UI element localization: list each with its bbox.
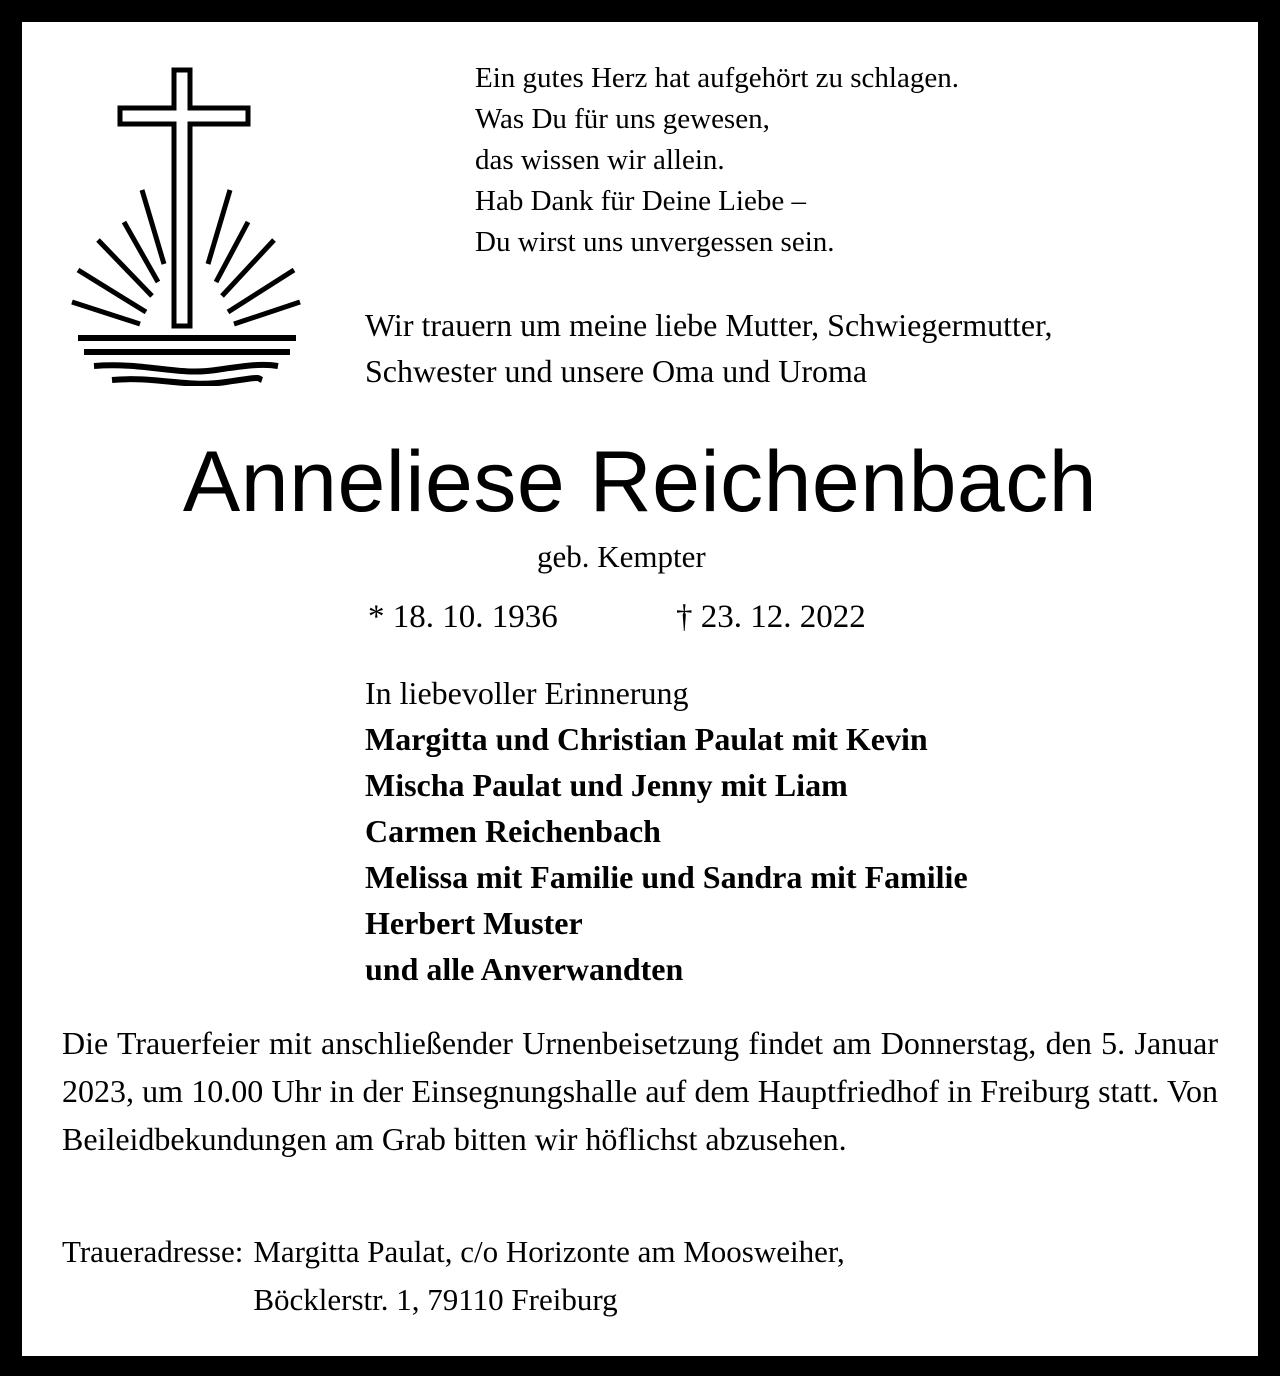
mourner-name: Carmen Reichenbach (365, 813, 661, 849)
deceased-name: Anneliese Reichenbach (182, 434, 1098, 530)
intro-line: Wir trauern um meine liebe Mutter, Schwiegermutter, (365, 307, 1053, 343)
birth-date: * 18. 10. 1936 (368, 599, 558, 635)
cross-sun-water-icon (66, 66, 306, 386)
mourner-name: Mischa Paulat und Jenny mit Liam (365, 767, 848, 803)
address-line: Margitta Paulat, c/o Horizonte am Moosweiher, (253, 1234, 845, 1269)
poem-line: Hab Dank für Deine Liebe – (475, 185, 806, 217)
mourner-name: Herbert Muster (365, 905, 583, 941)
mourning-intro (365, 302, 1052, 394)
mourner-name: und alle Anverwandten (365, 951, 684, 987)
poem-line: Du wirst uns unvergessen sein. (475, 226, 835, 258)
funeral-details: Die Trauerfeier mit anschließender Urnenbeisetzung findet am Donnerstag, den 5. Januar 2023, um 10.00 Uhr in der Einsegnungshalle auf dem Hauptfriedhof in Freiburg statt. Von Beileidbekundungen am Grab bitten wir höflichst abzusehen. (62, 1025, 1218, 1157)
obituary-notice (22, 22, 1258, 1356)
poem-line: das wissen wir allein. (475, 144, 725, 176)
intro-line: Schwester und unsere Oma und Uroma (365, 353, 868, 389)
mourners-heading: In liebevoller Erinnerung (365, 675, 689, 711)
poem-line: Ein gutes Herz hat aufgehört zu schlagen. (475, 62, 959, 94)
mourner-name: Melissa mit Familie und Sandra mit Familie (365, 859, 968, 895)
mourner-name: Margitta und Christian Paulat mit Kevin (365, 721, 928, 757)
maiden-name: geb. Kempter (537, 539, 706, 574)
address-line: Böcklerstr. 1, 79110 Freiburg (253, 1282, 618, 1317)
address-label: Traueradresse: (62, 1234, 244, 1269)
memorial-poem (475, 58, 959, 263)
mourners-list (365, 670, 968, 992)
mourning-address (62, 1228, 845, 1324)
poem-line: Was Du für uns gewesen, (475, 103, 770, 135)
death-date: † 23. 12. 2022 (676, 599, 866, 635)
